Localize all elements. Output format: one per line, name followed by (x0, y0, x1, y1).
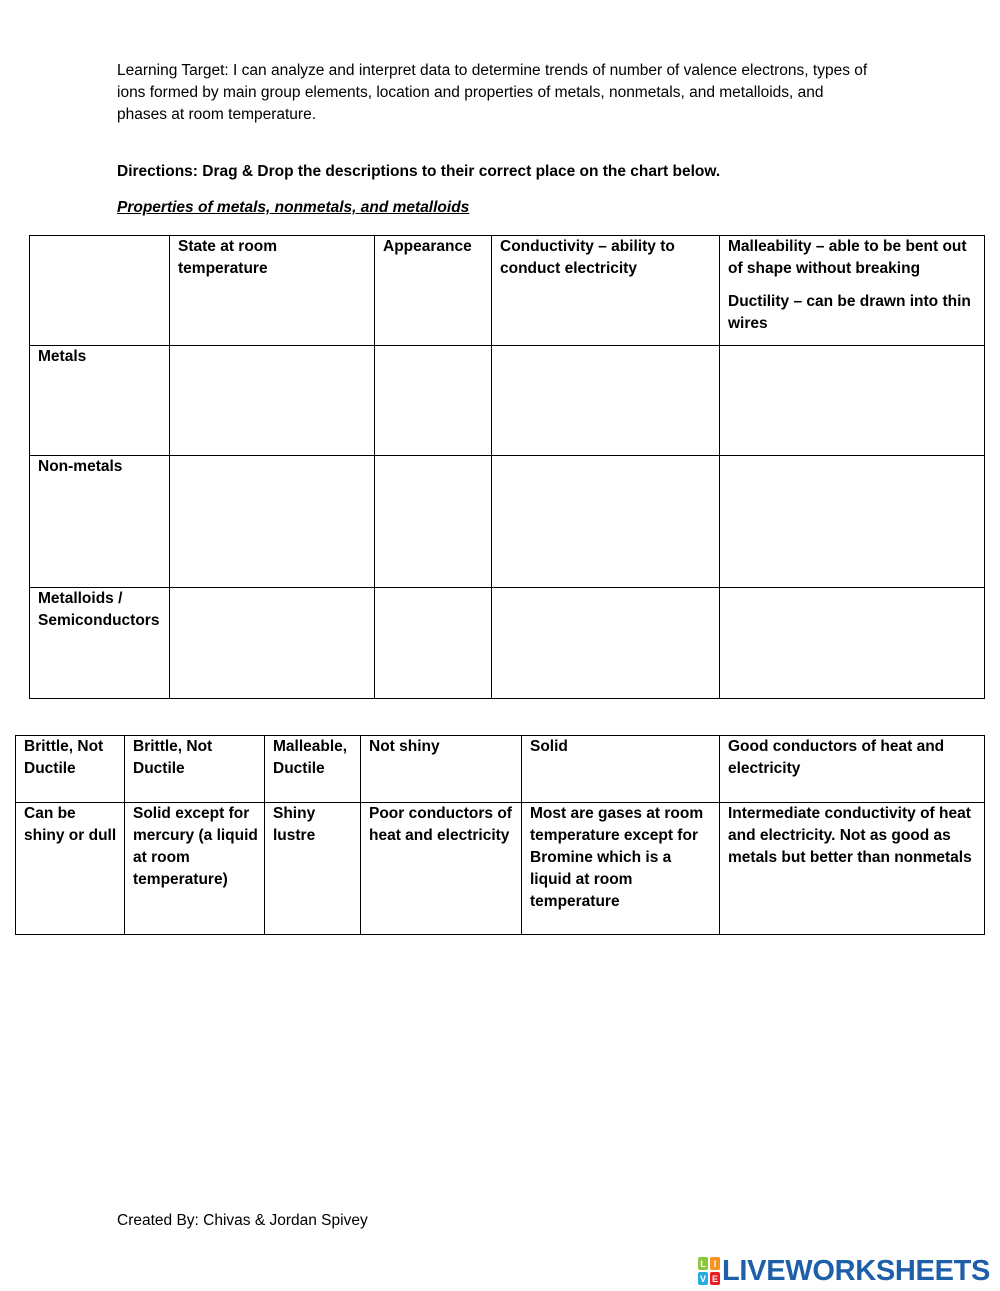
drag-card[interactable]: Most are gases at room temperature except for Bromine which is a liquid at room temperature (522, 803, 720, 935)
drag-card[interactable]: Brittle, Not Ductile (16, 736, 125, 803)
credit-line: Created By: Chivas & Jordan Spivey (117, 1212, 368, 1229)
header-state: State at room temperature (170, 236, 375, 346)
chart-corner-cell (30, 236, 170, 346)
drop-zone-metalloids-conductivity[interactable] (492, 588, 720, 699)
chart-row-metalloids (30, 588, 985, 699)
drag-card[interactable]: Intermediate conductivity of heat and electricity. Not as good as metals but better than nonmetals (720, 803, 985, 935)
description-cards (15, 735, 985, 935)
drag-card[interactable]: Good conductors of heat and electricity (720, 736, 985, 803)
drop-zone-metalloids-malleability[interactable] (720, 588, 985, 699)
drop-zone-nonmetals-malleability[interactable] (720, 456, 985, 588)
svg-text:E: E (711, 1274, 719, 1284)
header-appearance: Appearance (375, 236, 492, 346)
drop-zone-nonmetals-state[interactable] (170, 456, 375, 588)
drag-card[interactable]: Shiny lustre (265, 803, 361, 935)
drag-card[interactable]: Not shiny (361, 736, 522, 803)
chart-row-metals (30, 346, 985, 456)
header-gap (728, 280, 978, 291)
drop-zone-metals-malleability[interactable] (720, 346, 985, 456)
row-label-metalloids: Metalloids / Semiconductors (30, 588, 170, 699)
drop-zone-metals-conductivity[interactable] (492, 346, 720, 456)
drag-card[interactable]: Brittle, Not Ductile (125, 736, 265, 803)
drag-card[interactable]: Solid (522, 736, 720, 803)
row-label-metals: Metals (30, 346, 170, 456)
card-row (16, 803, 985, 935)
header-ductility: Ductility – can be drawn into thin wires (728, 293, 971, 332)
svg-text:L: L (700, 1259, 706, 1269)
drop-zone-metalloids-state[interactable] (170, 588, 375, 699)
card-row (16, 736, 985, 803)
liveworksheets-logo-text: LIVEWORKSHEETS (722, 1254, 991, 1287)
header-conductivity: Conductivity – ability to conduct electricity (492, 236, 720, 346)
drag-card[interactable]: Solid except for mercury (a liquid at room temperature) (125, 803, 265, 935)
chart-row-nonmetals (30, 456, 985, 588)
drop-zone-metals-appearance[interactable] (375, 346, 492, 456)
row-label-nonmetals: Non-metals (30, 456, 170, 588)
svg-text:V: V (699, 1274, 707, 1284)
drop-zone-metalloids-appearance[interactable] (375, 588, 492, 699)
drag-card[interactable]: Poor conductors of heat and electricity (361, 803, 522, 935)
drop-zone-nonmetals-appearance[interactable] (375, 456, 492, 588)
header-malleability-ductility (720, 236, 985, 346)
learning-target: Learning Target: I can analyze and interpret data to determine trends of number of valence electrons, types of ions formed by main group elements, location and properties of metals, nonmetals, and metalloids, and phases at room temperature. (117, 62, 868, 123)
properties-chart (29, 235, 985, 699)
drop-zone-nonmetals-conductivity[interactable] (492, 456, 720, 588)
chart-header-row (30, 236, 985, 346)
liveworksheets-logo-icon (698, 1257, 720, 1285)
drop-zone-metals-state[interactable] (170, 346, 375, 456)
directions: Directions: Drag & Drop the descriptions to their correct place on the chart below. (117, 163, 721, 180)
liveworksheets-logo (698, 1254, 990, 1288)
svg-text:I: I (713, 1259, 717, 1269)
header-malleability: Malleability – able to be bent out of shape without breaking (728, 238, 967, 277)
drag-card[interactable]: Can be shiny or dull (16, 803, 125, 935)
chart-subtitle: Properties of metals, nonmetals, and metalloids (117, 199, 470, 216)
drag-card[interactable]: Malleable, Ductile (265, 736, 361, 803)
